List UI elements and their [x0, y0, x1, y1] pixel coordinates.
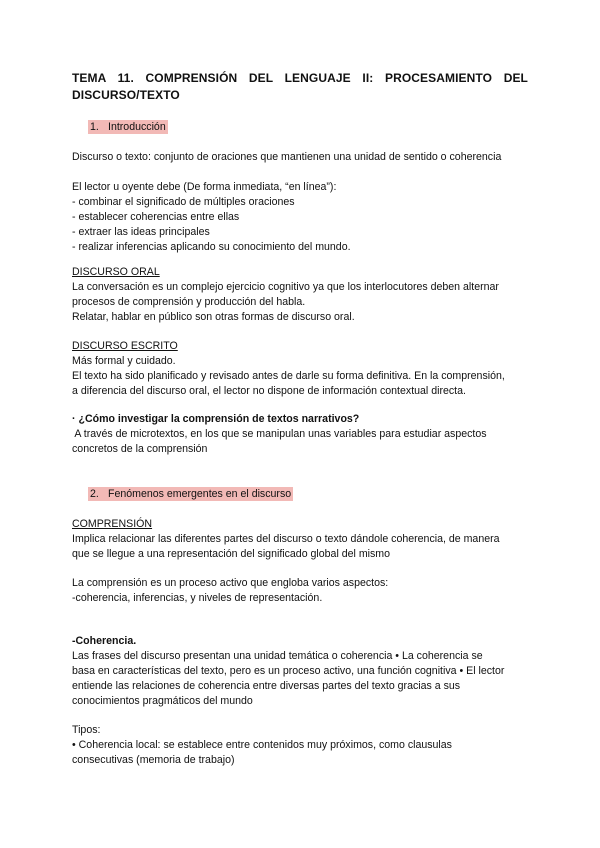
written-heading: DISCURSO ESCRITO	[72, 340, 178, 352]
coherencia-tipos	[72, 723, 528, 768]
comprension-aspects	[72, 576, 528, 606]
comprension-section	[72, 517, 528, 562]
section-number: 1.	[90, 121, 99, 133]
paragraph-line: Las frases del discurso presentan una unidad temática o coherencia • La coherencia se	[72, 650, 483, 662]
page-title: TEMA 11. COMPRENSIÓN DEL LENGUAJE II: PROCESAMIENTO DEL DISCURSO/TEXTO	[72, 71, 528, 102]
oral-discourse-section	[72, 265, 528, 325]
paragraph-line: concretos de la comprensión	[72, 443, 208, 455]
paragraph-line: a diferencia del discurso oral, el lector no dispone de información contextual directa.	[72, 385, 466, 397]
list-item: - realizar inferencias aplicando su conocimiento del mundo.	[72, 241, 351, 253]
paragraph-line: conocimientos pragmáticos del mundo	[72, 695, 253, 707]
coherencia-section	[72, 634, 528, 709]
comprension-heading: COMPRENSIÓN	[72, 518, 153, 530]
section-number: 2.	[90, 488, 99, 500]
paragraph-line: La conversación es un complejo ejercicio cognitivo ya que los interlocutores deben alternar	[72, 281, 499, 293]
oral-heading: DISCURSO ORAL	[72, 266, 160, 278]
written-discourse-section	[72, 339, 528, 399]
paragraph-line: entiende las relaciones de coherencia entre diversas partes del texto gracias a sus	[72, 680, 461, 692]
question-heading: · ¿Cómo investigar la comprensión de textos narrativos?	[72, 413, 360, 425]
paragraph-line: • Coherencia local: se establece entre contenidos muy próximos, como clausulas	[72, 739, 452, 751]
paragraph-line: La comprensión es un proceso activo que engloba varios aspectos:	[72, 577, 389, 589]
section-heading-introduccion	[88, 120, 168, 134]
definition-paragraph	[72, 150, 528, 165]
paragraph-line: A través de microtextos, en los que se manipulan unas variables para estudiar aspectos	[72, 428, 487, 440]
paragraph-line: Implica relacionar las diferentes partes del discurso o texto dándole coherencia, de manera	[72, 533, 500, 545]
research-question-section	[72, 412, 528, 457]
paragraph-line: El texto ha sido planificado y revisado antes de darle su forma definitiva. En la comprensión,	[72, 370, 505, 382]
section-heading-text: Fenómenos emergentes en el discurso	[108, 488, 292, 500]
section-heading-text: Introducción	[108, 121, 166, 133]
list-item: - establecer coherencias entre ellas	[72, 211, 240, 223]
paragraph-line: basa en características del texto, pero es un proceso activo, una función cognitiva • El lector	[72, 665, 505, 677]
paragraph-line: que se llegue a una representación del significado global del mismo	[72, 548, 391, 560]
paragraph-line: -coherencia, inferencias, y niveles de representación.	[72, 592, 323, 604]
coherencia-heading: -Coherencia.	[72, 635, 137, 647]
tipos-label: Tipos:	[72, 724, 101, 736]
paragraph-line: consecutivas (memoria de trabajo)	[72, 754, 235, 766]
paragraph-line: Relatar, hablar en público son otras formas de discurso oral.	[72, 311, 355, 323]
list-item: - combinar el significado de múltiples oraciones	[72, 196, 295, 208]
reader-intro: El lector u oyente debe (De forma inmediata, “en línea”):	[72, 181, 337, 193]
section-heading-fenomenos	[88, 487, 293, 501]
reader-list	[72, 180, 528, 255]
paragraph-line: Más formal y cuidado.	[72, 355, 176, 367]
paragraph-line: procesos de comprensión y producción del habla.	[72, 296, 306, 308]
list-item: - extraer las ideas principales	[72, 226, 210, 238]
definition-text: Discurso o texto: conjunto de oraciones que mantienen una unidad de sentido o coherencia	[72, 151, 502, 163]
